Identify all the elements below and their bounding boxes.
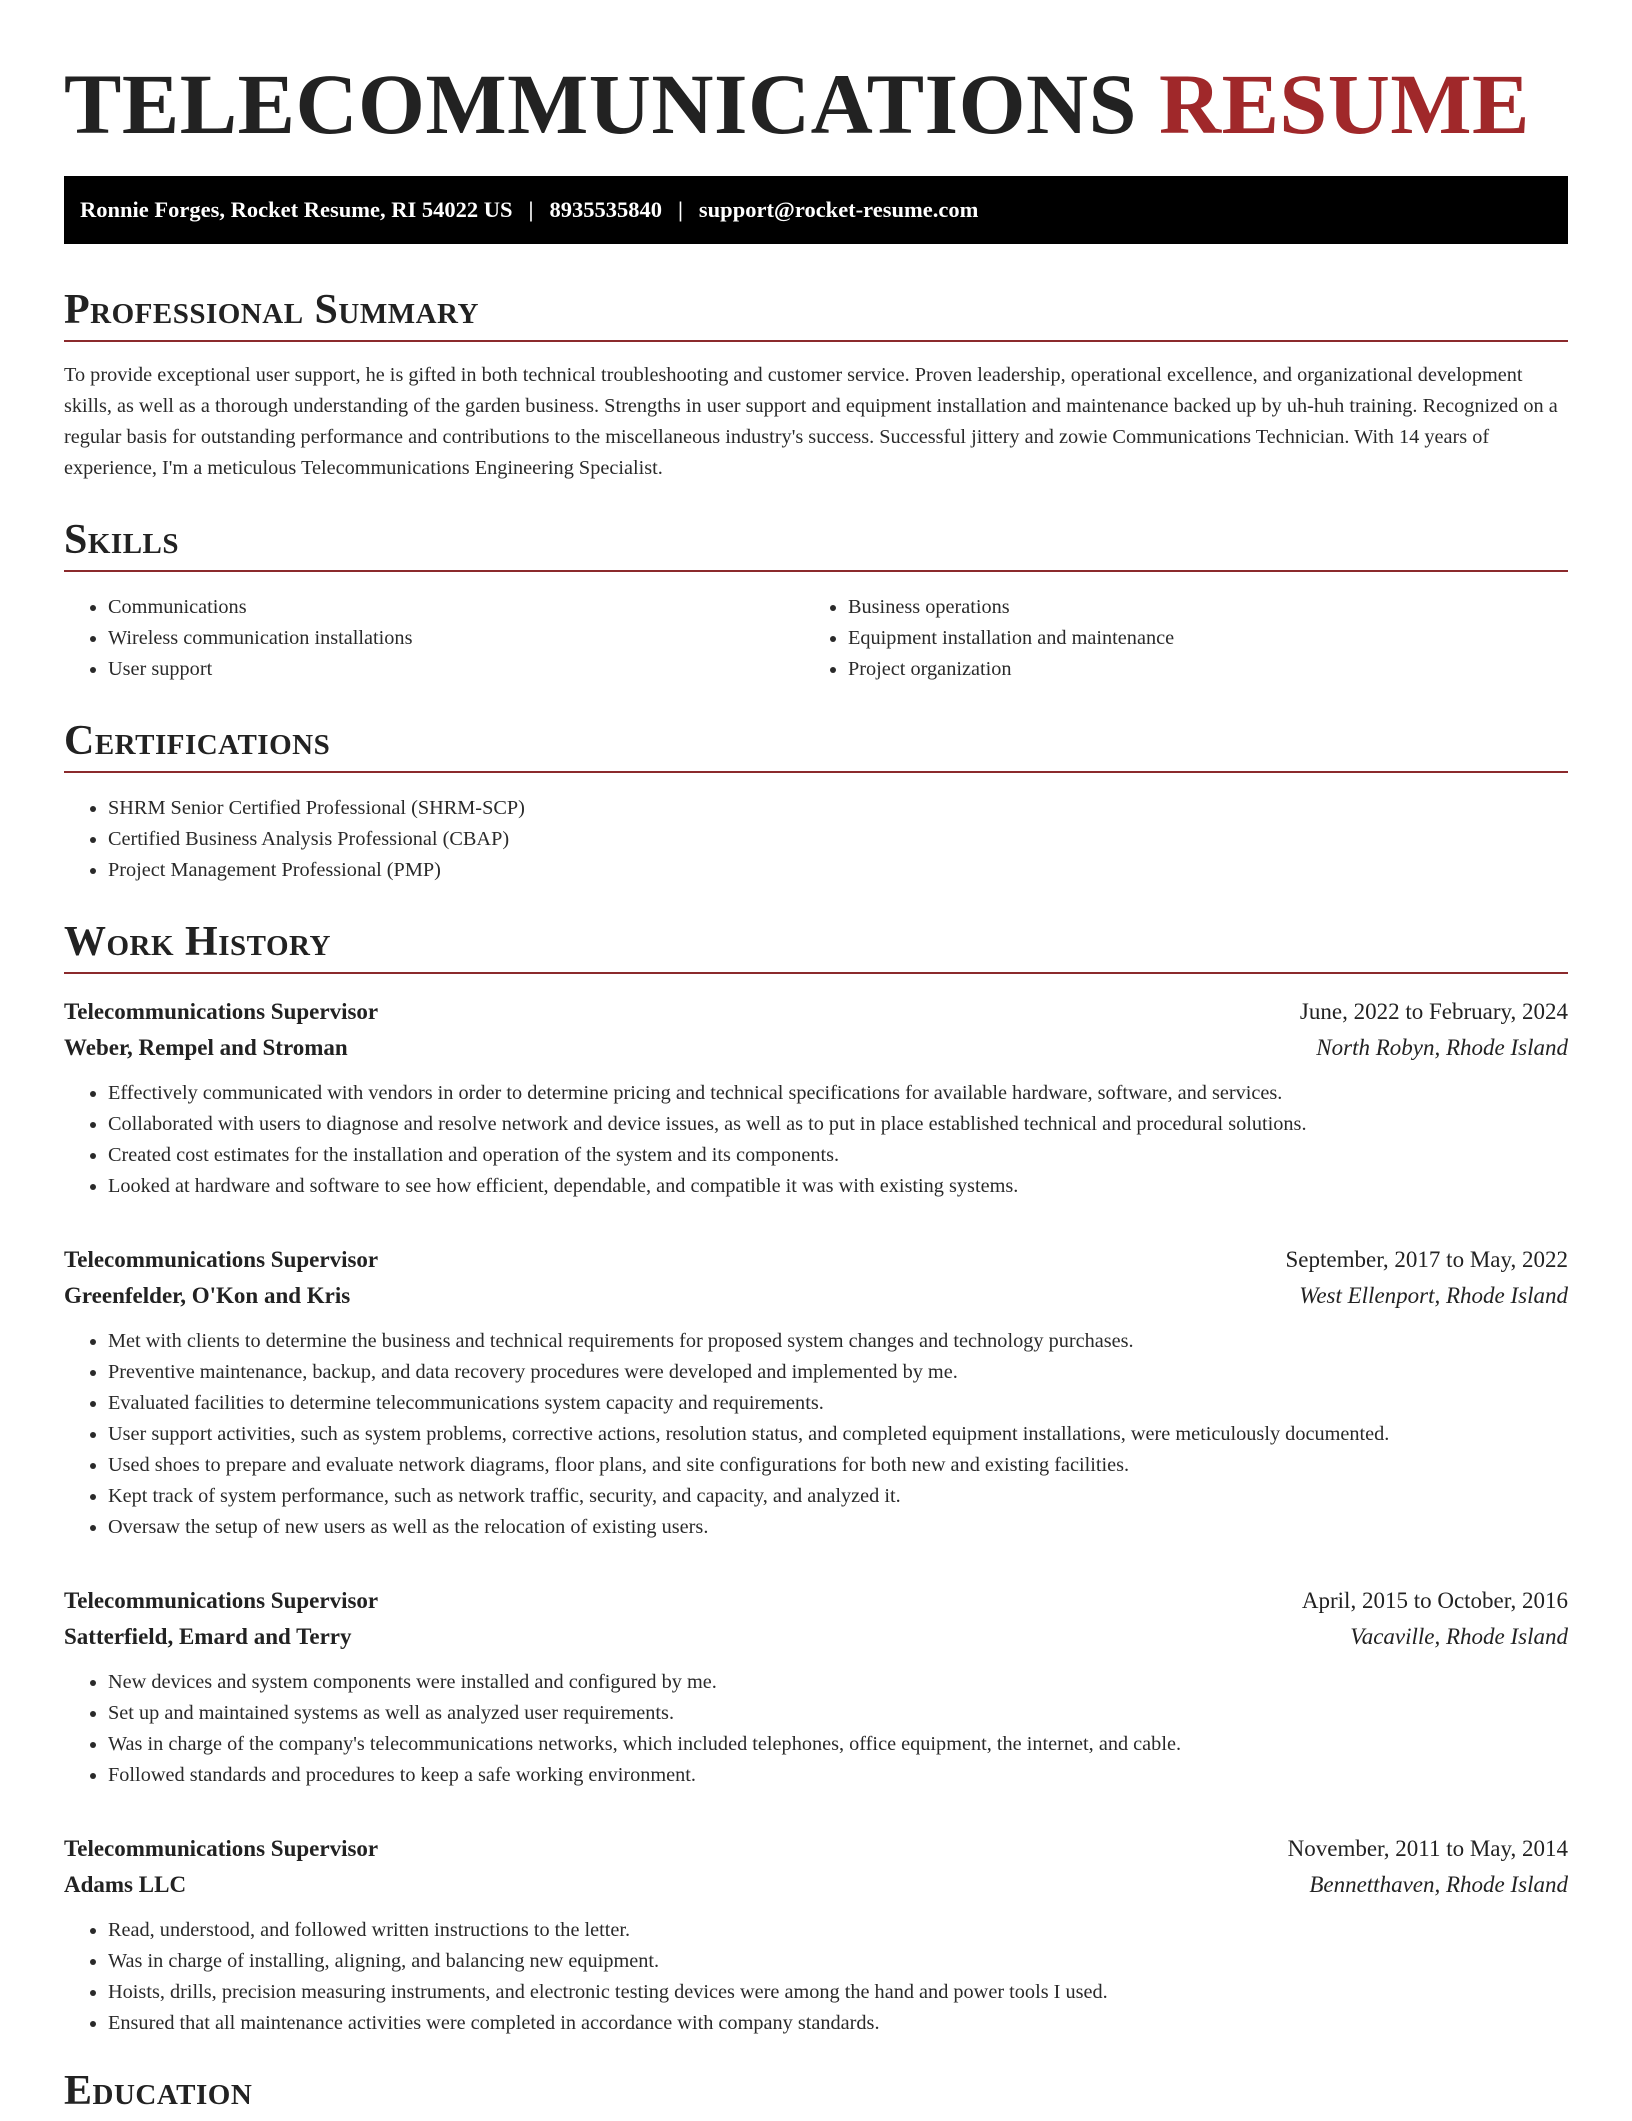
job-bullet: • Used shoes to prepare and evaluate network diagrams, floor plans, and site configurations for both new and existing facilities. [108,1450,1568,1481]
resume-title [64,0,1568,154]
section-heading-certifications: Certifications [64,718,331,764]
contact-address: Ronnie Forges, Rocket Resume, RI 54022 US [80,197,513,222]
skill-item: • Project organization [848,654,1544,685]
job-dates: June, 2022 to February, 2024 [1299,999,1568,1024]
job-title: Telecommunications Supervisor [64,1588,379,1613]
job-bullets [64,1667,1568,1791]
job-bullet: • Evaluated facilities to determine telecommunications system capacity and requirements. [108,1388,1568,1419]
job-header-row [64,1242,1568,1278]
skills-grid [64,592,1568,685]
job-company-row [64,1030,1568,1066]
job-entry [64,994,1568,1202]
job-location: Bennetthaven, Rhode Island [1309,1872,1568,1897]
section-divider [64,972,1568,974]
work-history-section [64,912,1568,2039]
job-header-row [64,1583,1568,1619]
skill-item: • Equipment installation and maintenance [848,623,1544,654]
section-heading-summary: Professional Summary [64,287,479,333]
skill-item: • Communications [108,592,804,623]
skills-list-left [64,592,804,685]
job-dates: September, 2017 to May, 2022 [1285,1247,1568,1272]
section-heading-education: Education [64,2068,253,2114]
job-title: Telecommunications Supervisor [64,1836,379,1861]
job-header-row [64,1831,1568,1867]
skill-item: • Business operations [848,592,1544,623]
summary-text: To provide exceptional user support, he is gifted in both technical troubleshooting and customer service. Proven leadership, operational excellence, and organizational development skills, as well as a thorough understanding of the garden business. Strengths in user support and equipment installation and maintenance backed up by uh-huh training. Recognized on a regular basis for outstanding performance and contributions to the miscellaneous industry's success. Successful jittery and zowie Communications Technician. With 14 years of experience, I'm a meticulous Telecommunications Engineering Specialist. [64,364,1558,479]
job-title: Telecommunications Supervisor [64,1247,379,1272]
job-company: Satterfield, Emard and Terry [64,1624,352,1649]
job-bullet: • Was in charge of installing, aligning, and balancing new equipment. [108,1946,1568,1977]
job-bullet: • Kept track of system performance, such as network traffic, security, and capacity, and analyzed it. [108,1481,1568,1512]
job-bullet: • Followed standards and procedures to keep a safe working environment. [108,1760,1568,1791]
job-bullet: • Collaborated with users to diagnose and resolve network and device issues, as well as to put in place established technical and procedural solutions. [108,1109,1568,1140]
certifications-list [64,793,1568,886]
certification-item: • SHRM Senior Certified Professional (SHRM-SCP) [108,793,1568,824]
contact-separator: | [528,197,534,222]
job-entry [64,1242,1568,1543]
job-bullet: • Read, understood, and followed written instructions to the letter. [108,1915,1568,1946]
summary-section [64,280,1568,484]
job-company: Weber, Rempel and Stroman [64,1035,348,1060]
job-bullets [64,1078,1568,1202]
job-location: West Ellenport, Rhode Island [1299,1283,1568,1308]
job-bullet: • Ensured that all maintenance activities were completed in accordance with company standards. [108,2008,1568,2039]
section-heading-work-history: Work History [64,919,331,965]
job-company-row [64,1867,1568,1903]
job-bullet: • Effectively communicated with vendors in order to determine pricing and technical specifications for available hardware, software, and services. [108,1078,1568,1109]
job-dates: April, 2015 to October, 2016 [1301,1588,1568,1613]
contact-email: support@rocket-resume.com [698,197,979,222]
skill-item: • Wireless communication installations [108,623,804,654]
job-company-row [64,1278,1568,1314]
job-entry [64,1583,1568,1791]
section-divider [64,340,1568,342]
job-bullet: • Was in charge of the company's telecommunications networks, which included telephones, office equipment, the internet, and cable. [108,1729,1568,1760]
title-accent: RESUME [1158,56,1530,152]
skills-list-right [804,592,1544,685]
job-location: North Robyn, Rhode Island [1316,1035,1568,1060]
education-section [64,2061,1568,2121]
job-bullet: • Met with clients to determine the business and technical requirements for proposed system changes and technology purchases. [108,1326,1568,1357]
job-title: Telecommunications Supervisor [64,999,379,1024]
skills-section [64,510,1568,685]
section-divider [64,570,1568,572]
section-heading-skills: Skills [64,517,180,563]
contact-bar [64,176,1568,244]
certification-item: • Certified Business Analysis Professional (CBAP) [108,824,1568,855]
job-bullet: • User support activities, such as system problems, corrective actions, resolution status, and completed equipment installations, were meticulously documented. [108,1419,1568,1450]
job-bullet: • Preventive maintenance, backup, and data recovery procedures were developed and implemented by me. [108,1357,1568,1388]
job-company: Adams LLC [64,1872,187,1897]
job-bullet: • Set up and maintained systems as well as analyzed user requirements. [108,1698,1568,1729]
job-dates: November, 2011 to May, 2014 [1287,1836,1568,1861]
contact-phone: 8935535840 [549,197,662,222]
skill-item: • User support [108,654,804,685]
job-bullet: • Hoists, drills, precision measuring instruments, and electronic testing devices were among the hand and power tools I used. [108,1977,1568,2008]
job-header-row [64,994,1568,1030]
title-main: TELECOMMUNICATIONS [64,56,1137,152]
job-bullet: • Looked at hardware and software to see how efficient, dependable, and compatible it was with existing systems. [108,1171,1568,1202]
certifications-section [64,711,1568,886]
job-company-row [64,1619,1568,1655]
job-entry [64,1831,1568,2039]
job-bullet: • Oversaw the setup of new users as well as the relocation of existing users. [108,1512,1568,1543]
job-location: Vacaville, Rhode Island [1350,1624,1568,1649]
job-bullet: • Created cost estimates for the installation and operation of the system and its components. [108,1140,1568,1171]
contact-separator: | [677,197,683,222]
section-divider [64,771,1568,773]
job-bullet: • New devices and system components were installed and configured by me. [108,1667,1568,1698]
certification-item: • Project Management Professional (PMP) [108,855,1568,886]
job-bullets [64,1326,1568,1543]
job-company: Greenfelder, O'Kon and Kris [64,1283,351,1308]
job-bullets [64,1915,1568,2039]
